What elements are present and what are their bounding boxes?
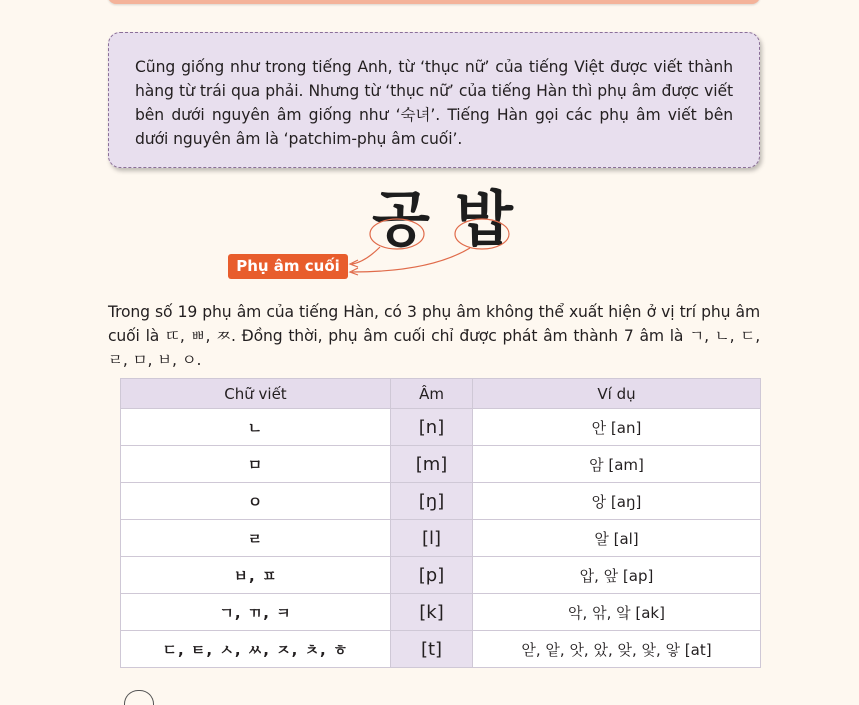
table-row xyxy=(121,520,761,557)
highlight-ellipse-gong xyxy=(370,219,424,249)
cell-example: 안 [an] xyxy=(473,409,761,446)
cell-sound: [t] xyxy=(391,631,473,668)
highlight-ellipse-bap xyxy=(455,219,509,249)
cell-example: 악, 앆, 앜 [ak] xyxy=(473,594,761,631)
cell-example: 앙 [aŋ] xyxy=(473,483,761,520)
cell-letters: ㄹ xyxy=(121,520,391,557)
header-letters: Chữ viết xyxy=(121,379,391,409)
table-row xyxy=(121,409,761,446)
cell-sound: [n] xyxy=(391,409,473,446)
table-header-row xyxy=(121,379,761,409)
cell-letters: ㅇ xyxy=(121,483,391,520)
cell-example: 암 [am] xyxy=(473,446,761,483)
cell-letters: ㄱ, ㄲ, ㅋ xyxy=(121,594,391,631)
cell-example: 앋, 앝, 앗, 았, 앚, 앛, 앟 [at] xyxy=(473,631,761,668)
arrow-curve-gong xyxy=(352,247,380,264)
header-sound: Âm xyxy=(391,379,473,409)
example-char-gong: 공 xyxy=(372,185,430,255)
intro-paragraph: Trong số 19 phụ âm của tiếng Hàn, có 3 phụ âm không thể xuất hiện ở vị trí phụ âm cuối là ㄸ, ㅃ, ㅉ. Đồng thời, phụ âm cuối chỉ được phát âm thành 7 âm là ㄱ, ㄴ, ㄷ, ㄹ, ㅁ, ㅂ, ㅇ. xyxy=(108,303,760,369)
table-row xyxy=(121,446,761,483)
table-row xyxy=(121,483,761,520)
cell-letters: ㄷ, ㅌ, ㅅ, ㅆ, ㅈ, ㅊ, ㅎ xyxy=(121,631,391,668)
note-box xyxy=(108,32,760,168)
top-decor-bar xyxy=(108,0,760,4)
arrowhead-upper xyxy=(350,260,358,267)
table-row xyxy=(121,557,761,594)
cell-sound: [p] xyxy=(391,557,473,594)
header-example: Ví dụ xyxy=(473,379,761,409)
cell-letters: ㄴ xyxy=(121,409,391,446)
cell-sound: [k] xyxy=(391,594,473,631)
note-text: Cũng giống như trong tiếng Anh, từ ‘thục nữ’ của tiếng Việt được viết thành hàng từ trái qua phải. Nhưng từ ‘thục nữ’ của tiếng Hàn thì phụ âm được viết bên dưới nguyên âm giống như ‘숙녀’. Tiếng Hàn gọi các phụ âm viết bên dưới nguyên âm là ‘patchim-phụ âm cuối’. xyxy=(135,58,733,148)
cell-letters: ㅁ xyxy=(121,446,391,483)
final-consonant-table xyxy=(120,378,761,668)
table-row xyxy=(121,594,761,631)
table-row xyxy=(121,631,761,668)
arrow-curve-bap xyxy=(352,248,470,272)
cell-example: 알 [al] xyxy=(473,520,761,557)
next-section-icon xyxy=(124,690,154,705)
example-char-bap: 밥 xyxy=(455,185,513,255)
cell-sound: [l] xyxy=(391,520,473,557)
final-consonant-label: Phụ âm cuối xyxy=(228,254,348,279)
cell-example: 압, 앞 [ap] xyxy=(473,557,761,594)
cell-letters: ㅂ, ㅍ xyxy=(121,557,391,594)
arrowhead-lower xyxy=(350,268,358,275)
cell-sound: [ŋ] xyxy=(391,483,473,520)
cell-sound: [m] xyxy=(391,446,473,483)
